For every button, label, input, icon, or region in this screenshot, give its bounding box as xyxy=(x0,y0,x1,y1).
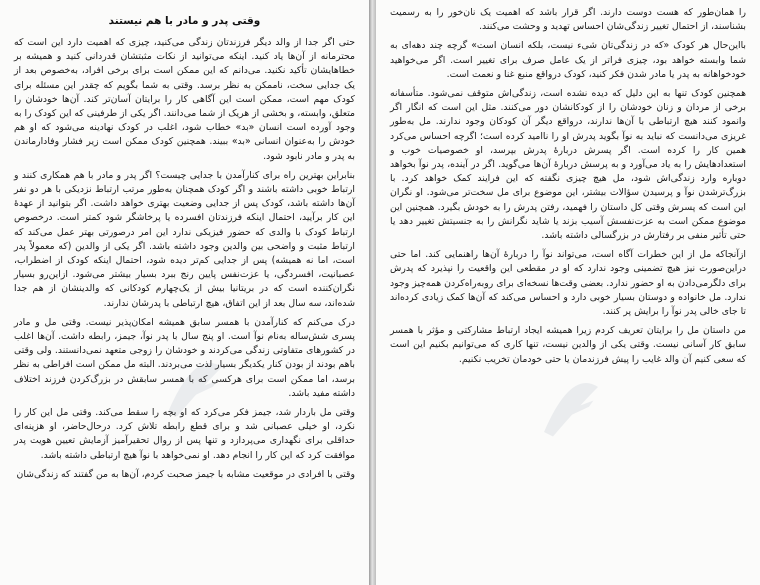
paragraph: بااین‌حال هر کودک «که در زندگی‌تان شیء نیست، بلکه انسان است» گرچه چند دهه‌ای به شما وابسته خواهد بود، چیزی فراتر از یک عامل صرف برای تغییر است. اگر می‌خواهید خودخواهانه به پدر یا مادر شدن فکر کنید، کودک درواقع منبع غنا و نعمت است. xyxy=(390,40,746,80)
left-page-content xyxy=(14,14,355,585)
chapter-title: وقتی پدر و مادر با هم نیستند xyxy=(108,15,261,27)
paragraph: ازآنجاکه مل از این خطرات آگاه است، می‌تواند نوآ را دربارهٔ آن‌ها راهنمایی کند. اما حتی دراین‌صورت نیز هیچ تضمینی وجود ندارد که او در مقطعی این واقعیت را نپذیرد که پدرش برای دلگرمی‌دادن به او حضور ندارد. بعضی وقت‌ها نسخه‌ای برای روبه‌راه‌کردن همه‌چیز وجود ندارد. مل خانواده و دوستان بسیار خوبی دارد و احساس می‌کند که آن‌ها کمک زیادی کرده‌اند تا جای خالی پدر نوآ را برایش پر کنند. xyxy=(390,249,746,318)
left-page xyxy=(0,0,369,585)
paragraph: وقتی مل باردار شد، جیمز فکر می‌کرد که او بچه را سقط می‌کند. وقتی مل این کار را نکرد، او خیلی عصبانی شد و برای قطع رابطه تلاش کرد. درحال‌حاضر، او هزینه‌ای حداقلی برای نگهداری می‌پردازد و تنها پس از روال تحقیرآمیز آزمایش تعیین هویت پدر موافقت کرد که این کار را انجام دهد. او نمی‌خواهد با نوآ هیچ ارتباطی داشته باشد. xyxy=(14,407,355,461)
paragraph: را همان‌طور که هست دوست دارند. اگر قرار باشد که اهمیت یک نان‌خور را به رسمیت بشناسند، از احتمال تغییر زندگی‌شان احساس تهدید و وحشت می‌کنند. xyxy=(390,7,746,33)
paragraph: من داستان مل را برایتان تعریف کردم زیرا همیشه ایجاد ارتباط مشارکتی و مؤثر با همسر سابق کار آسانی نیست. وقتی یکی از والدین نیست، تنها کاری که می‌توانیم بکنیم این است که سعی کنیم آن والد غایب را پیش فرزندمان یا حتی خودمان تخریب نکنیم. xyxy=(390,325,746,365)
book-gutter xyxy=(369,0,376,585)
paragraph: همچنین کودک تنها به این دلیل که دیده نشده است، زندگی‌اش متوقف نمی‌شود. متأسفانه برخی از مردان و زنان خودشان را از کودکانشان دور می‌کنند. مثل این است که انگار اگر وانمود کنند هیچ ارتباطی با آن‌ها ندارند، درواقع دیگر آن کودکان وجود ندارند. مل به‌طور غریزی می‌دانست که نباید به نوآ بگوید پدرش او را ناامید کرده است؛ اگرچه احساس می‌کرد همین کار را کرده است. اگر پسرش دربارهٔ پدرش بپرسد، او خصوصیات خوب و استعدادهایش را به یاد می‌آورد و به پرسش دربارهٔ آن‌ها می‌گوید. اگر در آینده، پدر نوآ بخواهد دوباره وارد زندگی‌اش شود، مل هیچ چیزی نگفته که این فرایند کمک خواهد کرد. با بزرگ‌ترشدن نوآ و پرسیدن سؤالات بیشتر، این موضوع برای مل سخت‌تر می‌شود. او نگران این است که پسرش وقتی کل داستان را فهمید، رفتن پدرش را به خودش بگیرد. همچنین این موضوع ممکن است به عزت‌نفسش آسیب بزند یا شاید نگرانش را به جنسیتش تغییر دهد یا حتی تأثیر منفی بر رفتارش در بزرگسالی داشته باشد. xyxy=(390,88,746,242)
paragraph: بنابراین بهترین راه برای کنارآمدن با جدایی چیست؟ اگر پدر و مادر با هم همکاری کنند و ارتباط خوبی داشته باشند و اگر کودک همچنان به‌طور مرتب ارتباط نزدیکی با هر دو نفر آن‌ها داشته باشد، کودک پس از جدایی وضعیت بهتری خواهد داشت. اگر بتوانید از عهدهٔ این کار برآیید، احتمال اینکه فرزندتان افسرده یا پرخاشگر شود کمتر است. درخصوص ارتباط کودک با والدی که حضور فیزیکی ندارد این امر درصورتی بهتر عمل می‌کند که ارتباط مثبت و واضحی بین والدین وجود داشته باشد. اگر یکی از والدین (که معمولاً پدر است، اما نه همیشه) پس از جدایی کم‌تر دیده شود، احتمال اینکه کودک از اضطراب، عصبانیت، افسردگی، یا عزت‌نفس پایین رنج ببرد بسیار بیشتر می‌شود. ازاین‌رو بسیار نگران‌کننده است که در بریتانیا بیش از یک‌چهارم کودکانی که والدینشان از هم جدا شده‌اند، سه سال بعد از این اتفاق، هیچ ارتباطی با پدرشان ندارند. xyxy=(14,169,355,309)
right-page-content xyxy=(390,6,746,585)
paragraph: درک می‌کنم که کنارآمدن با همسر سابق همیشه امکان‌پذیر نیست. وقتی مل و مادر پسری شش‌ساله به‌نام نوآ است. او پنج سال با پدر نوآ، جیمز، رابطه داشت. آن‌ها اغلب در کشورهای متفاوتی زندگی می‌کردند و خودشان را زوجی متعهد نمی‌دانستند. ولی وقتی باهم بودند از بودن کنار یکدیگر بسیار لذت می‌بردند. البته مل ممکن است افراطی به نظر برسد، اما ممکن است برای هرکسی که با همسر سابقش در بزرگ‌کردن فرزند اختلاف داشته مفید باشد. xyxy=(14,316,355,399)
right-page xyxy=(376,0,760,585)
paragraph: حتی اگر جدا از والد دیگر فرزندتان زندگی می‌کنید، چیزی که اهمیت دارد این است که محترمانه از آن‌ها یاد کنید. اینکه می‌توانید از نکات مثبتشان قدردانی کنید و همیشه بر خطاهایشان تأکید نکنید. می‌دانم که این ممکن است برای برخی افراد، به‌خصوص بعد از یک جدایی سخت، ناممکن به نظر برسد. وقتی به شما بگویم که چقدر این مسئله برای کودک مهم است، ممکن است این آگاهی کار را برایتان آسان‌تر کند. آن‌ها خودشان را متعلق، وابسته، و بخشی از هریک از شما می‌دانند. اگر یکی از طرفینی که این کودک را به وجود آورده است انسان «بد» خطاب شود، اغلب در کودک نهادینه می‌شود که او هم خودش را به‌عنوان انسانی «بد» ببیند. همچنین کودک ممکن است زیر فشار وفادارماندن به پدر و مادر نابود شود. xyxy=(14,37,355,162)
paragraph: وقتی با افرادی در موقعیت مشابه با جیمز صحبت کردم، آن‌ها به من گفتند که زندگی‌شان xyxy=(16,468,355,480)
